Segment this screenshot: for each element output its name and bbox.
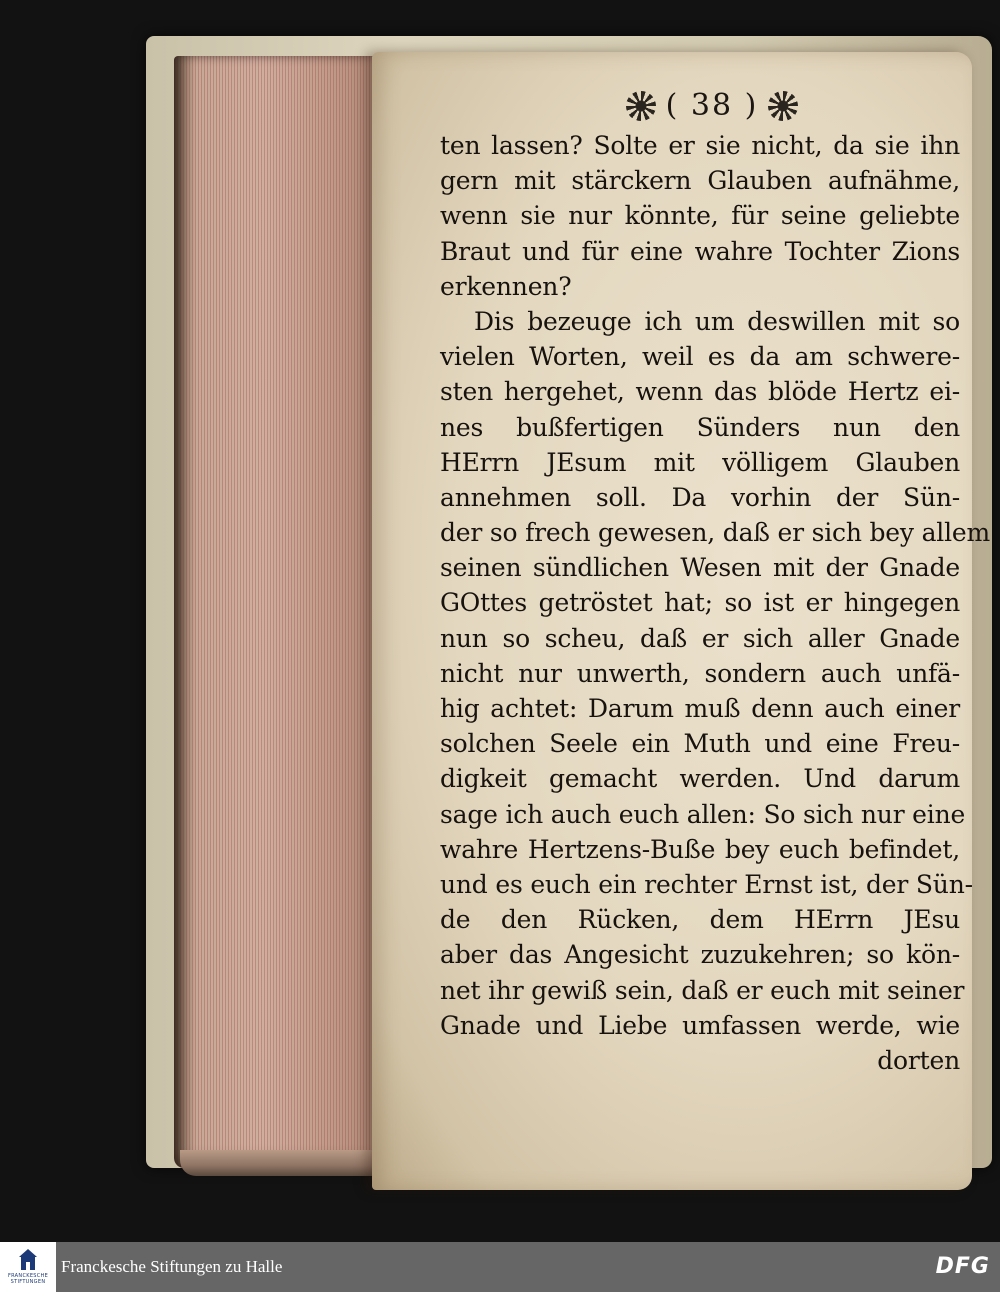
text-line: nun so scheu, daß er sich aller Gnade — [440, 623, 960, 653]
running-head — [612, 86, 812, 126]
institution-logo[interactable] — [0, 1242, 56, 1292]
text-line: aber das Angesicht zuzukehren; so kön- — [440, 940, 960, 970]
text-line: sten hergehet, wenn das blöde Hertz ei- — [440, 377, 960, 407]
ornament-right-icon — [768, 91, 798, 121]
text-line: gern mit stärckern Glauben aufnähme, — [440, 166, 960, 196]
viewer-footer — [0, 1242, 1000, 1292]
text-line: sage ich auch euch allen: So sich nur eine — [440, 799, 966, 829]
text-line: Dis bezeuge ich um deswillen mit so — [474, 306, 960, 336]
page-number: ( 38 ) — [665, 88, 759, 123]
building-icon — [19, 1249, 37, 1271]
dfg-logo[interactable]: DFG — [935, 1254, 990, 1279]
catchword: dorten — [877, 1045, 960, 1075]
text-line: Braut und für eine wahre Tochter Zions — [440, 236, 960, 266]
text-line: net ihr gewiß sein, daß er euch mit seiner — [440, 975, 965, 1005]
text-line: erkennen? — [440, 271, 572, 301]
text-line: der so frech gewesen, daß er sich bey allem — [440, 518, 990, 548]
ornament-left-icon — [626, 91, 656, 121]
page-text — [440, 128, 990, 1078]
text-line: seinen sündlichen Wesen mit der Gnade — [440, 553, 960, 583]
text-line: hig achtet: Darum muß denn auch einer — [440, 694, 960, 723]
text-line: solchen Seele ein Muth und eine Freu- — [440, 729, 960, 759]
text-line: HErrn JEsum mit völligem Glauben — [440, 447, 960, 477]
text-line: nes bußfertigen Sünders nun den — [440, 412, 960, 442]
logo-text: FRANCKESCHE STIFTUNGEN — [7, 1273, 49, 1285]
text-line: wenn sie nur könnte, für seine geliebte — [440, 201, 960, 231]
text-line: annehmen soll. Da vorhin der Sün- — [440, 482, 960, 512]
text-line: vielen Worten, weil es da am schwere- — [440, 342, 960, 372]
text-line: digkeit gemacht werden. Und darum — [440, 764, 960, 794]
page-edges — [174, 56, 396, 1168]
text-line: de den Rücken, dem HErrn JEsu — [440, 905, 960, 935]
text-line: wahre Hertzens-Buße bey euch befindet, — [440, 834, 960, 864]
text-line: Gnade und Liebe umfassen werde, wie — [440, 1010, 960, 1040]
text-line: nicht nur unwerth, sondern auch unfä- — [440, 658, 960, 688]
institution-name[interactable]: Franckesche Stiftungen zu Halle — [61, 1257, 283, 1276]
text-line: ten lassen? Solte er sie nicht, da sie ihn — [440, 131, 960, 160]
text-line: und es euch ein rechter Ernst ist, der Sün- — [440, 869, 973, 899]
text-line: GOttes getröstet hat; so ist er hingegen — [440, 588, 960, 618]
